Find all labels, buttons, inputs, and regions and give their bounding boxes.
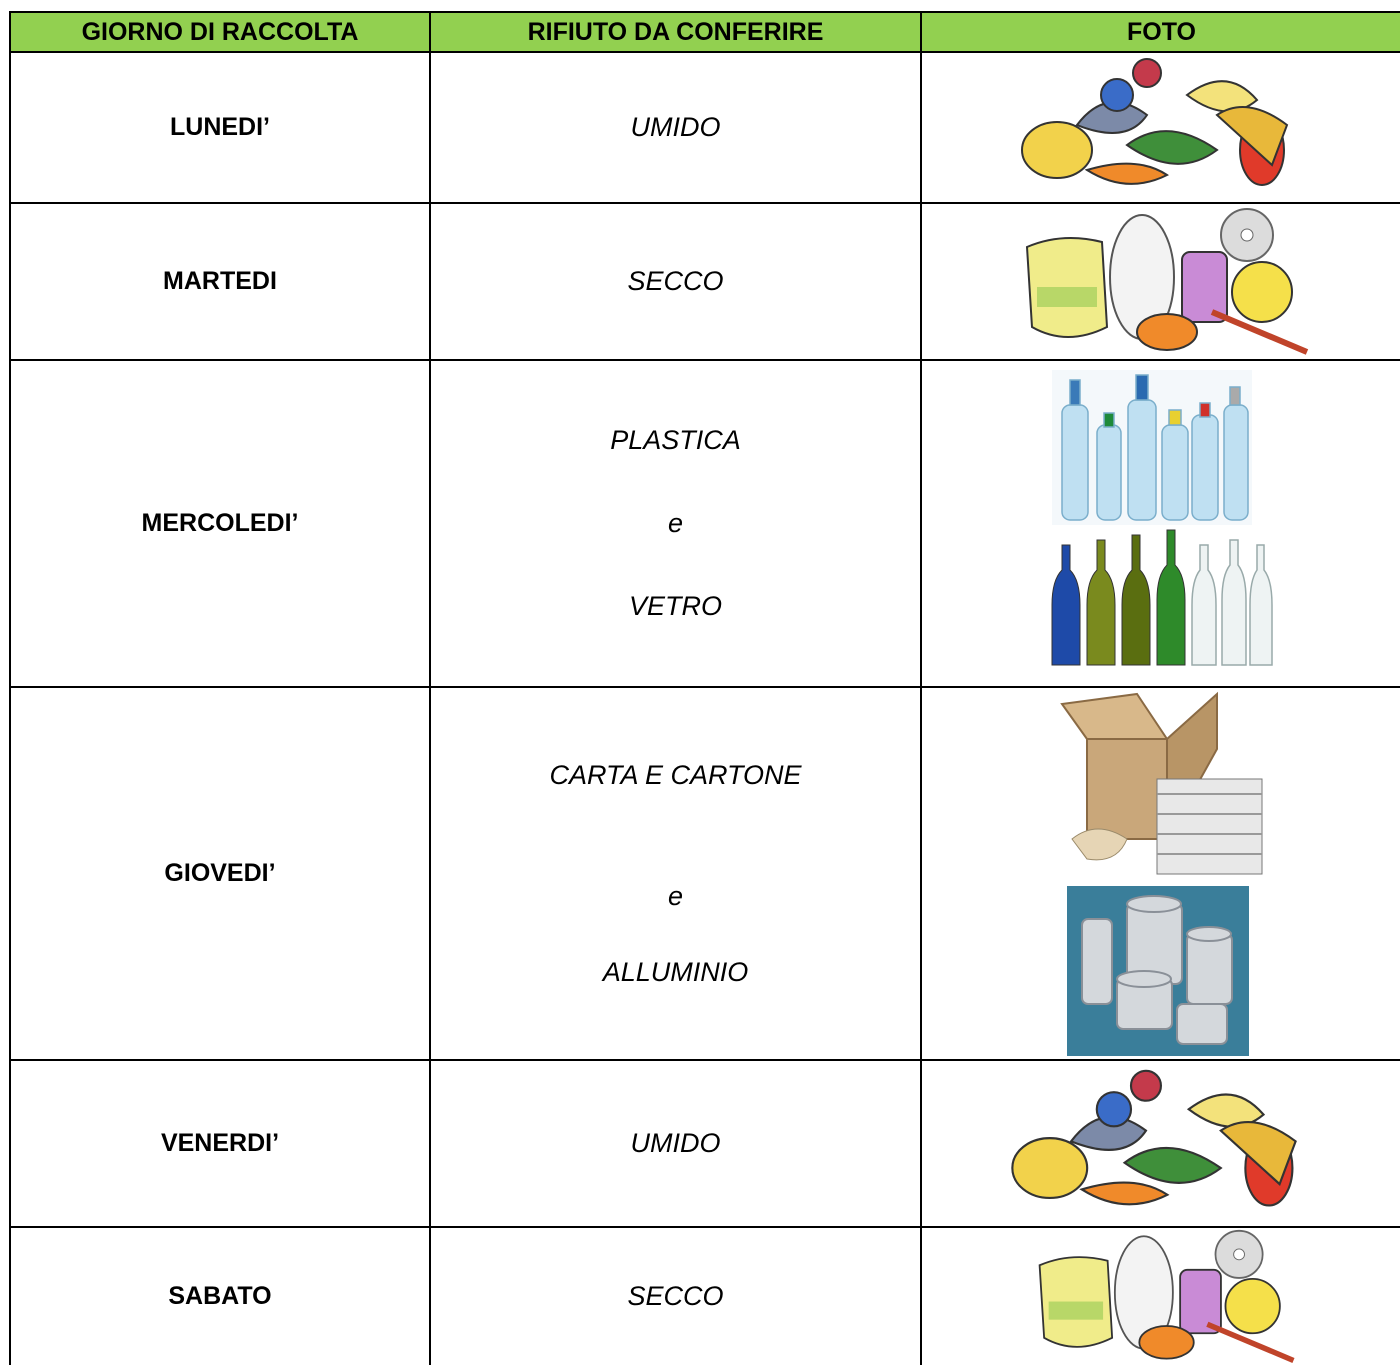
photo-cell [921, 360, 1400, 687]
photo-cell [921, 1060, 1400, 1227]
waste-label: VETRO [628, 591, 722, 621]
organic-waste-icon [1007, 1064, 1317, 1224]
waste-label: CARTA E CARTONE [549, 759, 802, 790]
waste-label: SECCO [627, 1281, 724, 1311]
dry-waste-icon [1012, 207, 1312, 357]
collection-schedule-table [9, 11, 1400, 1365]
table-row [10, 360, 1400, 687]
day-cell: LUNEDI’ [10, 52, 430, 203]
table-row [10, 1227, 1400, 1365]
waste-cell [430, 52, 921, 203]
day-cell: GIOVEDI’ [10, 687, 430, 1060]
waste-cell [430, 360, 921, 687]
waste-cell [430, 1060, 921, 1227]
waste-label: e [667, 880, 684, 911]
waste-label: UMIDO [630, 1128, 721, 1158]
waste-label: PLASTICA [610, 425, 741, 455]
day-cell: MARTEDI [10, 203, 430, 360]
day-cell: VENERDI’ [10, 1060, 430, 1227]
table-row [10, 203, 1400, 360]
photo-cell [921, 1227, 1400, 1365]
waste-label: SECCO [627, 266, 724, 296]
waste-cell [430, 1227, 921, 1365]
day-cell: MERCOLEDI’ [10, 360, 430, 687]
waste-label: UMIDO [630, 112, 721, 142]
header-waste: RIFIUTO DA CONFERIRE [430, 12, 921, 52]
table-row [10, 52, 1400, 203]
plastic-and-glass-bottles-icon [1042, 365, 1282, 683]
photo-cell [921, 203, 1400, 360]
waste-cell [430, 203, 921, 360]
organic-waste-icon [1017, 55, 1307, 200]
photo-cell [921, 687, 1400, 1060]
paper-and-cans-icon [1057, 689, 1267, 1059]
header-day: GIORNO DI RACCOLTA [10, 12, 430, 52]
header-row [10, 12, 1400, 52]
table-row [10, 687, 1400, 1060]
waste-label: e [667, 508, 684, 538]
table-row [10, 1060, 1400, 1227]
day-cell: SABATO [10, 1227, 430, 1365]
dry-waste-icon [1022, 1229, 1302, 1365]
waste-cell [430, 687, 921, 1060]
photo-cell [921, 52, 1400, 203]
header-photo: FOTO [921, 12, 1400, 52]
waste-label: ALLUMINIO [602, 956, 749, 987]
